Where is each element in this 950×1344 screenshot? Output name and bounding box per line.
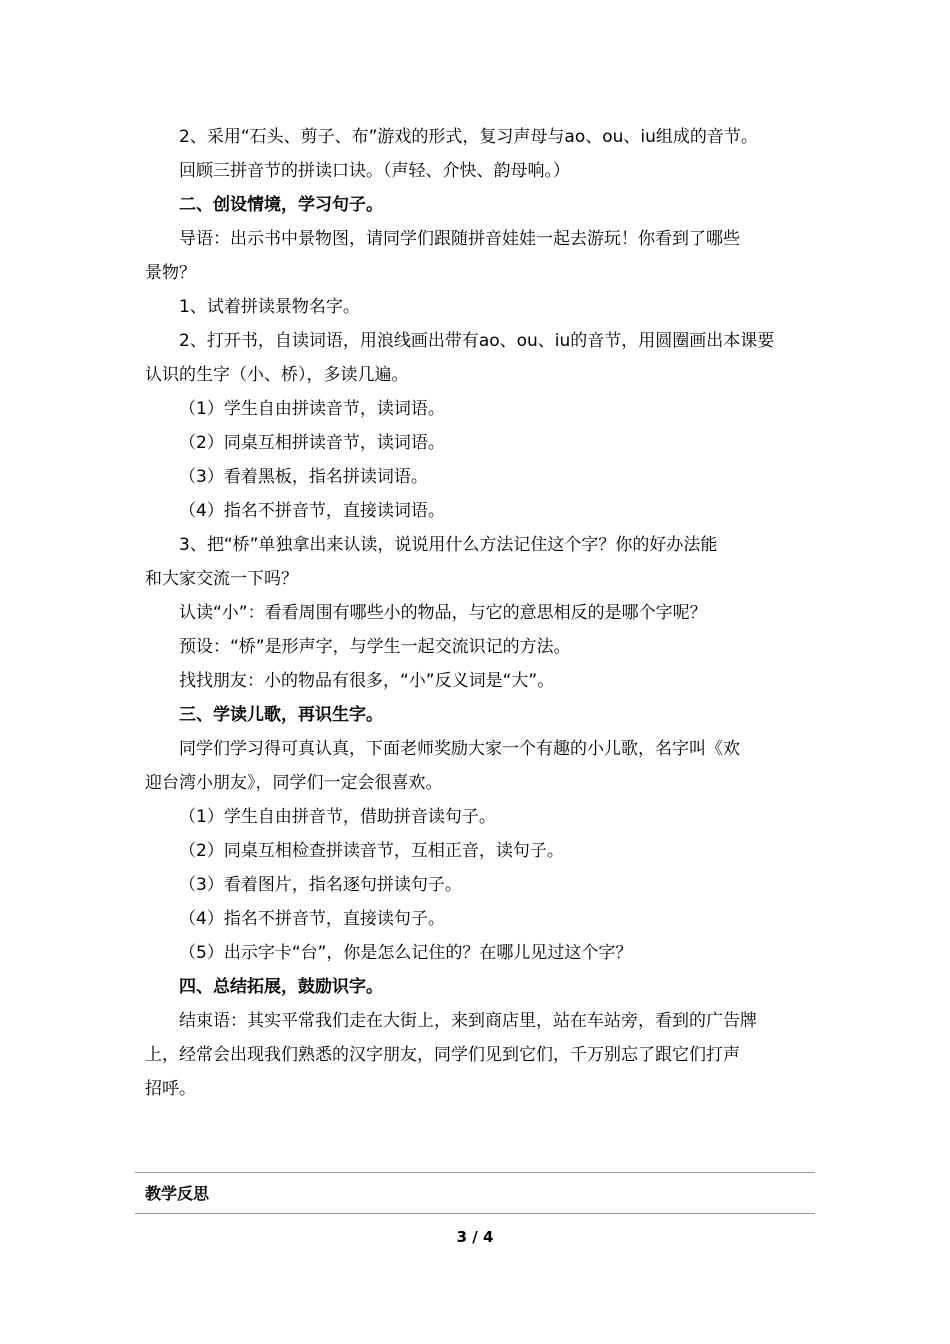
text-line: 景物？	[145, 263, 196, 283]
teaching-reflection-box	[135, 1172, 815, 1214]
text-line: 回顾三拼音节的拼读口诀。（声轻、介快、韵母响。）	[179, 161, 570, 181]
text-line: 导语：出示书中景物图，请同学们跟随拼音娃娃一起去游玩！你看到了哪些	[179, 229, 740, 249]
text-line: 同学们学习得可真认真，下面老师奖励大家一个有趣的小儿歌，名字叫《欢	[179, 739, 740, 759]
text-line: （1）学生自由拼读音节，读词语。	[179, 399, 445, 419]
section-heading: 三、学读儿歌，再识生字。	[179, 705, 383, 725]
text-line: 预设：“桥”是形声字，与学生一起交流识记的方法。	[179, 637, 571, 657]
text-line: 认读“小”：看看周围有哪些小的物品，与它的意思相反的是哪个字呢？	[179, 603, 707, 623]
text-line: （4）指名不拼音节，直接读词语。	[179, 501, 445, 521]
text-line: （2）同桌互相拼读音节，读词语。	[179, 433, 445, 453]
text-line: （2）同桌互相检查拼读音节，互相正音，读句子。	[179, 841, 564, 861]
lesson-body	[145, 120, 815, 1106]
text-line: 2、采用“石头、剪子、布”游戏的形式，复习声母与ao、ou、iu组成的音节。	[179, 127, 758, 147]
section-heading: 四、总结拓展，鼓励识字。	[179, 977, 383, 997]
text-line: 和大家交流一下吗？	[145, 569, 298, 589]
page-number: 3 / 4	[456, 1228, 494, 1246]
text-line: 结束语：其实平常我们走在大街上，来到商店里，站在车站旁，看到的广告牌	[179, 1011, 757, 1031]
text-line: 迎台湾小朋友》，同学们一定会很喜欢。	[145, 773, 443, 793]
text-line: 上，经常会出现我们熟悉的汉字朋友，同学们见到它们，千万别忘了跟它们打声	[145, 1045, 740, 1065]
text-line: 招呼。	[145, 1079, 196, 1099]
text-line: （5）出示字卡“台”，你是怎么记住的？在哪儿见过这个字？	[179, 943, 633, 963]
teaching-reflection-label: 教学反思	[145, 1184, 210, 1203]
text-line: （3）看着黑板，指名拼读词语。	[179, 467, 428, 487]
text-line: 找找朋友：小的物品有很多，“小”反义词是“大”。	[179, 671, 555, 691]
text-line: 认识的生字（小、桥），多读几遍。	[145, 365, 409, 385]
text-line: 3、把“桥”单独拿出来认读，说说用什么方法记住这个字？你的好办法能	[179, 535, 718, 555]
text-line: （4）指名不拼音节，直接读句子。	[179, 909, 445, 929]
section-heading: 二、创设情境，学习句子。	[179, 195, 383, 215]
text-line: （1）学生自由拼音节，借助拼音读句子。	[179, 807, 496, 827]
text-line: （3）看着图片，指名逐句拼读句子。	[179, 875, 462, 895]
text-line: 1、试着拼读景物名字。	[179, 297, 360, 317]
text-line: 2、打开书，自读词语，用浪线画出带有ao、ou、iu的音节，用圆圈画出本课要	[179, 331, 775, 351]
